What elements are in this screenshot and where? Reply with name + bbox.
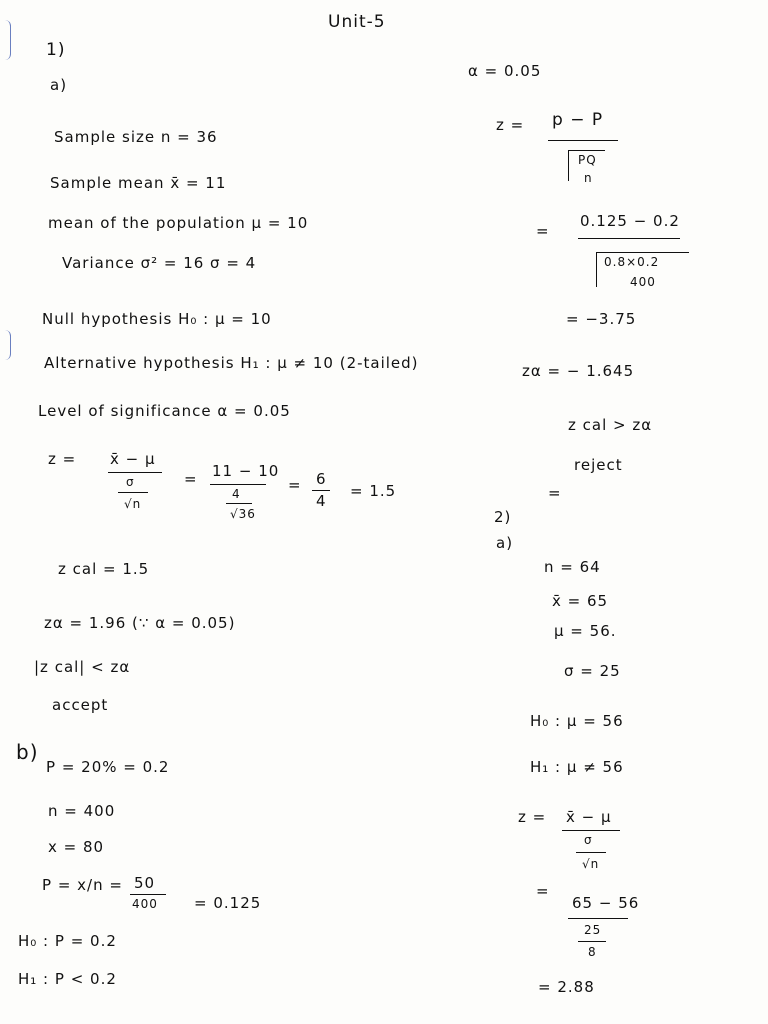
fraction-numerator: 6 <box>316 470 327 488</box>
formula-sqrt-n: √n <box>124 497 142 511</box>
question-number: 1) <box>46 40 66 60</box>
proportion-result: = 0.125 <box>194 894 262 912</box>
part-label: a) <box>50 76 68 94</box>
alternative-hypothesis: H₁ : P < 0.2 <box>18 970 117 988</box>
significance-level: Level of significance α = 0.05 <box>38 402 291 420</box>
fraction-bar <box>576 852 606 853</box>
sample-size: n = 400 <box>48 802 116 820</box>
z-label: z = <box>518 808 547 826</box>
fraction-bar <box>130 894 166 895</box>
fraction-bar <box>578 238 680 239</box>
equals: = <box>184 470 198 488</box>
significance-level: α = 0.05 <box>468 62 542 80</box>
z-result: = −3.75 <box>566 310 637 328</box>
population-mean: mean of the population μ = 10 <box>48 214 309 232</box>
equals: = <box>288 476 302 494</box>
formula-pq: PQ <box>578 153 597 167</box>
sample-size: Sample size n = 36 <box>54 128 218 146</box>
page-title: Unit-5 <box>328 12 386 32</box>
z-critical: zα = 1.96 (∵ α = 0.05) <box>44 614 236 632</box>
proportion-numerator: 50 <box>134 874 156 892</box>
decision: reject <box>574 456 623 474</box>
z-result: = 2.88 <box>538 978 595 996</box>
formula-sigma: σ <box>584 833 593 847</box>
z-label: z = <box>48 450 77 468</box>
standard-deviation: σ = 25 <box>564 662 621 680</box>
z-label: z = <box>496 116 525 134</box>
formula-n: n <box>584 171 593 185</box>
decision: accept <box>52 696 109 714</box>
sample-size: n = 64 <box>544 558 601 576</box>
part-label: b) <box>16 740 39 764</box>
substituted-sqrt: 8 <box>588 945 597 959</box>
z-result: = 1.5 <box>350 482 397 500</box>
question-number: 2) <box>494 508 512 526</box>
fraction-denominator: 4 <box>316 492 327 510</box>
fraction-bar <box>312 490 330 491</box>
count: x = 80 <box>48 838 105 856</box>
fraction-bar <box>578 941 606 942</box>
fraction-bar <box>548 140 618 141</box>
z-calculated: z cal = 1.5 <box>58 560 150 578</box>
z-critical: zα = − 1.645 <box>522 362 635 380</box>
null-hypothesis: H₀ : P = 0.2 <box>18 932 117 950</box>
margin-mark <box>0 20 11 60</box>
part-label: a) <box>496 534 514 552</box>
formula-numerator: p − P <box>552 110 604 130</box>
sample-proportion: P = x/n = <box>42 876 123 894</box>
variance: Variance σ² = 16 σ = 4 <box>62 254 257 272</box>
substituted-n: 400 <box>630 275 656 289</box>
substituted-sigma: 4 <box>232 487 241 501</box>
comparison: z cal > zα <box>568 416 653 434</box>
substituted-sqrt: √36 <box>230 507 256 521</box>
alternative-hypothesis: Alternative hypothesis H₁ : μ ≠ 10 (2-tailed) <box>44 354 419 372</box>
alternative-hypothesis: H₁ : μ ≠ 56 <box>530 758 624 776</box>
formula-sqrt-n: √n <box>582 857 600 871</box>
proportion-denominator: 400 <box>132 897 158 911</box>
substituted-sigma: 25 <box>584 923 602 937</box>
equals: = <box>536 882 550 900</box>
sample-mean: x̄ = 65 <box>552 592 609 610</box>
null-hypothesis: H₀ : μ = 56 <box>530 712 624 730</box>
substituted-denominator: 0.8×0.2 <box>604 255 660 269</box>
equals: = <box>548 484 562 502</box>
margin-mark <box>0 330 11 360</box>
equals: = <box>536 222 550 240</box>
fraction-bar <box>108 472 162 473</box>
null-hypothesis: Null hypothesis H₀ : μ = 10 <box>42 310 272 328</box>
formula-numerator: x̄ − μ <box>566 808 612 826</box>
fraction-bar <box>118 492 148 493</box>
fraction-bar <box>210 484 266 485</box>
substituted-numerator: 65 − 56 <box>572 894 640 912</box>
formula-numerator: x̄ − μ <box>110 450 156 468</box>
substituted-numerator: 11 − 10 <box>212 462 280 480</box>
proportion: P = 20% = 0.2 <box>46 758 170 776</box>
fraction-bar <box>562 830 620 831</box>
substituted-numerator: 0.125 − 0.2 <box>580 212 680 230</box>
population-mean: μ = 56. <box>554 622 617 640</box>
fraction-bar <box>568 918 628 919</box>
sample-mean: Sample mean x̄ = 11 <box>50 174 227 192</box>
comparison: |z cal| < zα <box>34 658 131 676</box>
fraction-bar <box>226 503 252 504</box>
formula-sigma: σ <box>126 475 135 489</box>
